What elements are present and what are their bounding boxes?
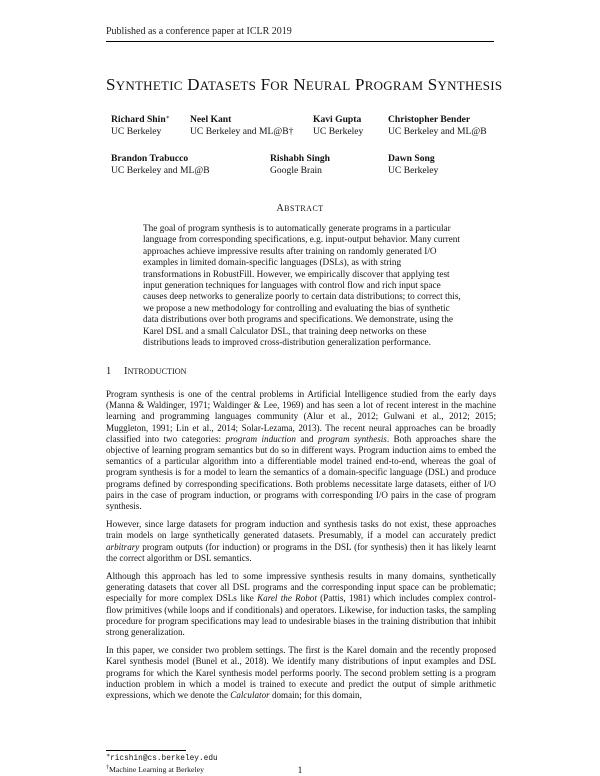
author-name: Neel Kant [190, 114, 232, 125]
footnote-text: Machine Learning at Berkeley [109, 764, 205, 774]
section-number: 1 [106, 366, 112, 377]
author-block [313, 114, 363, 138]
author-name: Dawn Song [388, 153, 435, 164]
author-block [388, 153, 438, 177]
author-block [111, 114, 170, 138]
footnote-mark: † [106, 764, 109, 771]
author-affiliation: Google Brain [270, 165, 322, 176]
body-paragraph: However, since large datasets for program induction and synthesis tasks do not exist, these approaches train models on large synthetically generated datasets. Presumably, if a model can accurately predict arbitrary program outputs (for induction) or programs in the DSL (for synthesis) then it has likely learnt the correct algorithm or DSL semantics. [106, 519, 496, 563]
abstract-body: The goal of program synthesis is to automatically generate programs in a particular language from corresponding specifications, e.g. input-output behavior. Many current approaches achieve impressive results after training on randomly generated I/O examples in limited domain-specific languages (DSLs), as with string transformations in RobustFill. However, we empirically discover that applying test input generation techniques for languages with control flow and rich input space causes deep networks to generalize poorly to certain data distributions; to correct this, we propose a new methodology for controlling and evaluating the bias of synthetic data distributions over both programs and specifications. We demonstrate, using the Karel DSL and a small Calculator DSL, that training deep networks on these distributions leads to improved cross-distribution generalization performance. [143, 224, 461, 349]
author-name: Kavi Gupta [313, 114, 362, 125]
introduction-body [106, 389, 496, 708]
footnote [106, 753, 218, 765]
body-paragraph: Program synthesis is one of the central problems in Artificial Intelligence studied from the early days (Manna & Waldinger, 1971; Waldinger & Lee, 1969) and has seen a lot of recent interest in the machine learning and programming languages community (Alur et al., 2012; Gulwani et al., 2012; 2015; Muggleton, 1991; Lin et al., 2014; Solar-Lezama, 2013). The recent neural approaches can be broadly classified into two categories: program induction and program synthesis. Both approaches share the objective of learning program semantics but do so in different ways. Program induction aims to embed the semantics of a particular algorithm into a differentiable model trained end-to-end, whereas the goal of program synthesis is for a model to learn the semantics of a domain-specific language (DSL) and produce programs defined by corresponding specifications. Both problems necessitate large datasets, either of I/O pairs in the case of program induction, or programs with corresponding I/O pairs in the case of program synthesis. [106, 389, 497, 512]
author-block [270, 153, 330, 177]
abstract-heading-text: ABSTRACT [276, 203, 324, 214]
body-paragraph: In this paper, we consider two problem settings. The first is the Karel domain and the recently proposed Karel synthesis model (Bunel et al., 2018). We identify many distributions of input examples and DSL programs for which the Karel synthesis model performs poorly. The second problem setting is a program induction problem in which a model is trained to execute and predict the output of simple arithmetic expressions, which we denote the Calculator domain; for this domain, [106, 645, 496, 701]
page-number: 1 [297, 766, 303, 776]
author-affiliation: UC Berkeley and ML@B [111, 165, 210, 176]
author-name: Brandon Trabucco [111, 153, 189, 164]
author-block [111, 153, 210, 177]
footnote-email: ricshin@cs.berkeley.edu [110, 755, 218, 763]
author-name: Richard Shin [111, 114, 166, 125]
title-text: SYNTHETIC DATASETS FOR NEURAL PROGRAM SYNTHESIS [106, 75, 503, 94]
author-affiliation: UC Berkeley [111, 126, 162, 137]
author-mark: ∗ [165, 115, 170, 121]
author-affiliation: UC Berkeley and ML@B [388, 126, 487, 137]
body-paragraph: Although this approach has led to some impressive synthesis results in many domains, synthetically generating datasets that cover all DSL programs and the corresponding input space can be problematic; especially for more complex DSLs like Karel the Robot (Pattis, 1981) which includes complex control-flow primitives (while loops and if conditionals) and operators. Likewise, for induction tasks, the sampling procedure for program specifications may lead to undesirable biases in the training distribution that inhibit strong generalization. [106, 571, 496, 638]
footnote-mark: ∗ [106, 753, 111, 759]
author-name: Rishabh Singh [270, 153, 330, 164]
author-affiliation: UC Berkeley [313, 126, 364, 137]
author-name: Christopher Bender [388, 114, 471, 125]
footnote-rule [106, 750, 186, 751]
header-rule [106, 41, 494, 42]
author-block [190, 114, 293, 138]
running-head: Published as a conference paper at ICLR 2019 [106, 26, 292, 37]
section-heading [106, 366, 187, 377]
paper-title [106, 75, 506, 95]
author-block [388, 114, 487, 138]
section-title: INTRODUCTION [124, 366, 187, 377]
abstract-heading [0, 203, 600, 214]
author-affiliation: UC Berkeley [388, 165, 439, 176]
author-affiliation: UC Berkeley and ML@B† [190, 126, 294, 137]
